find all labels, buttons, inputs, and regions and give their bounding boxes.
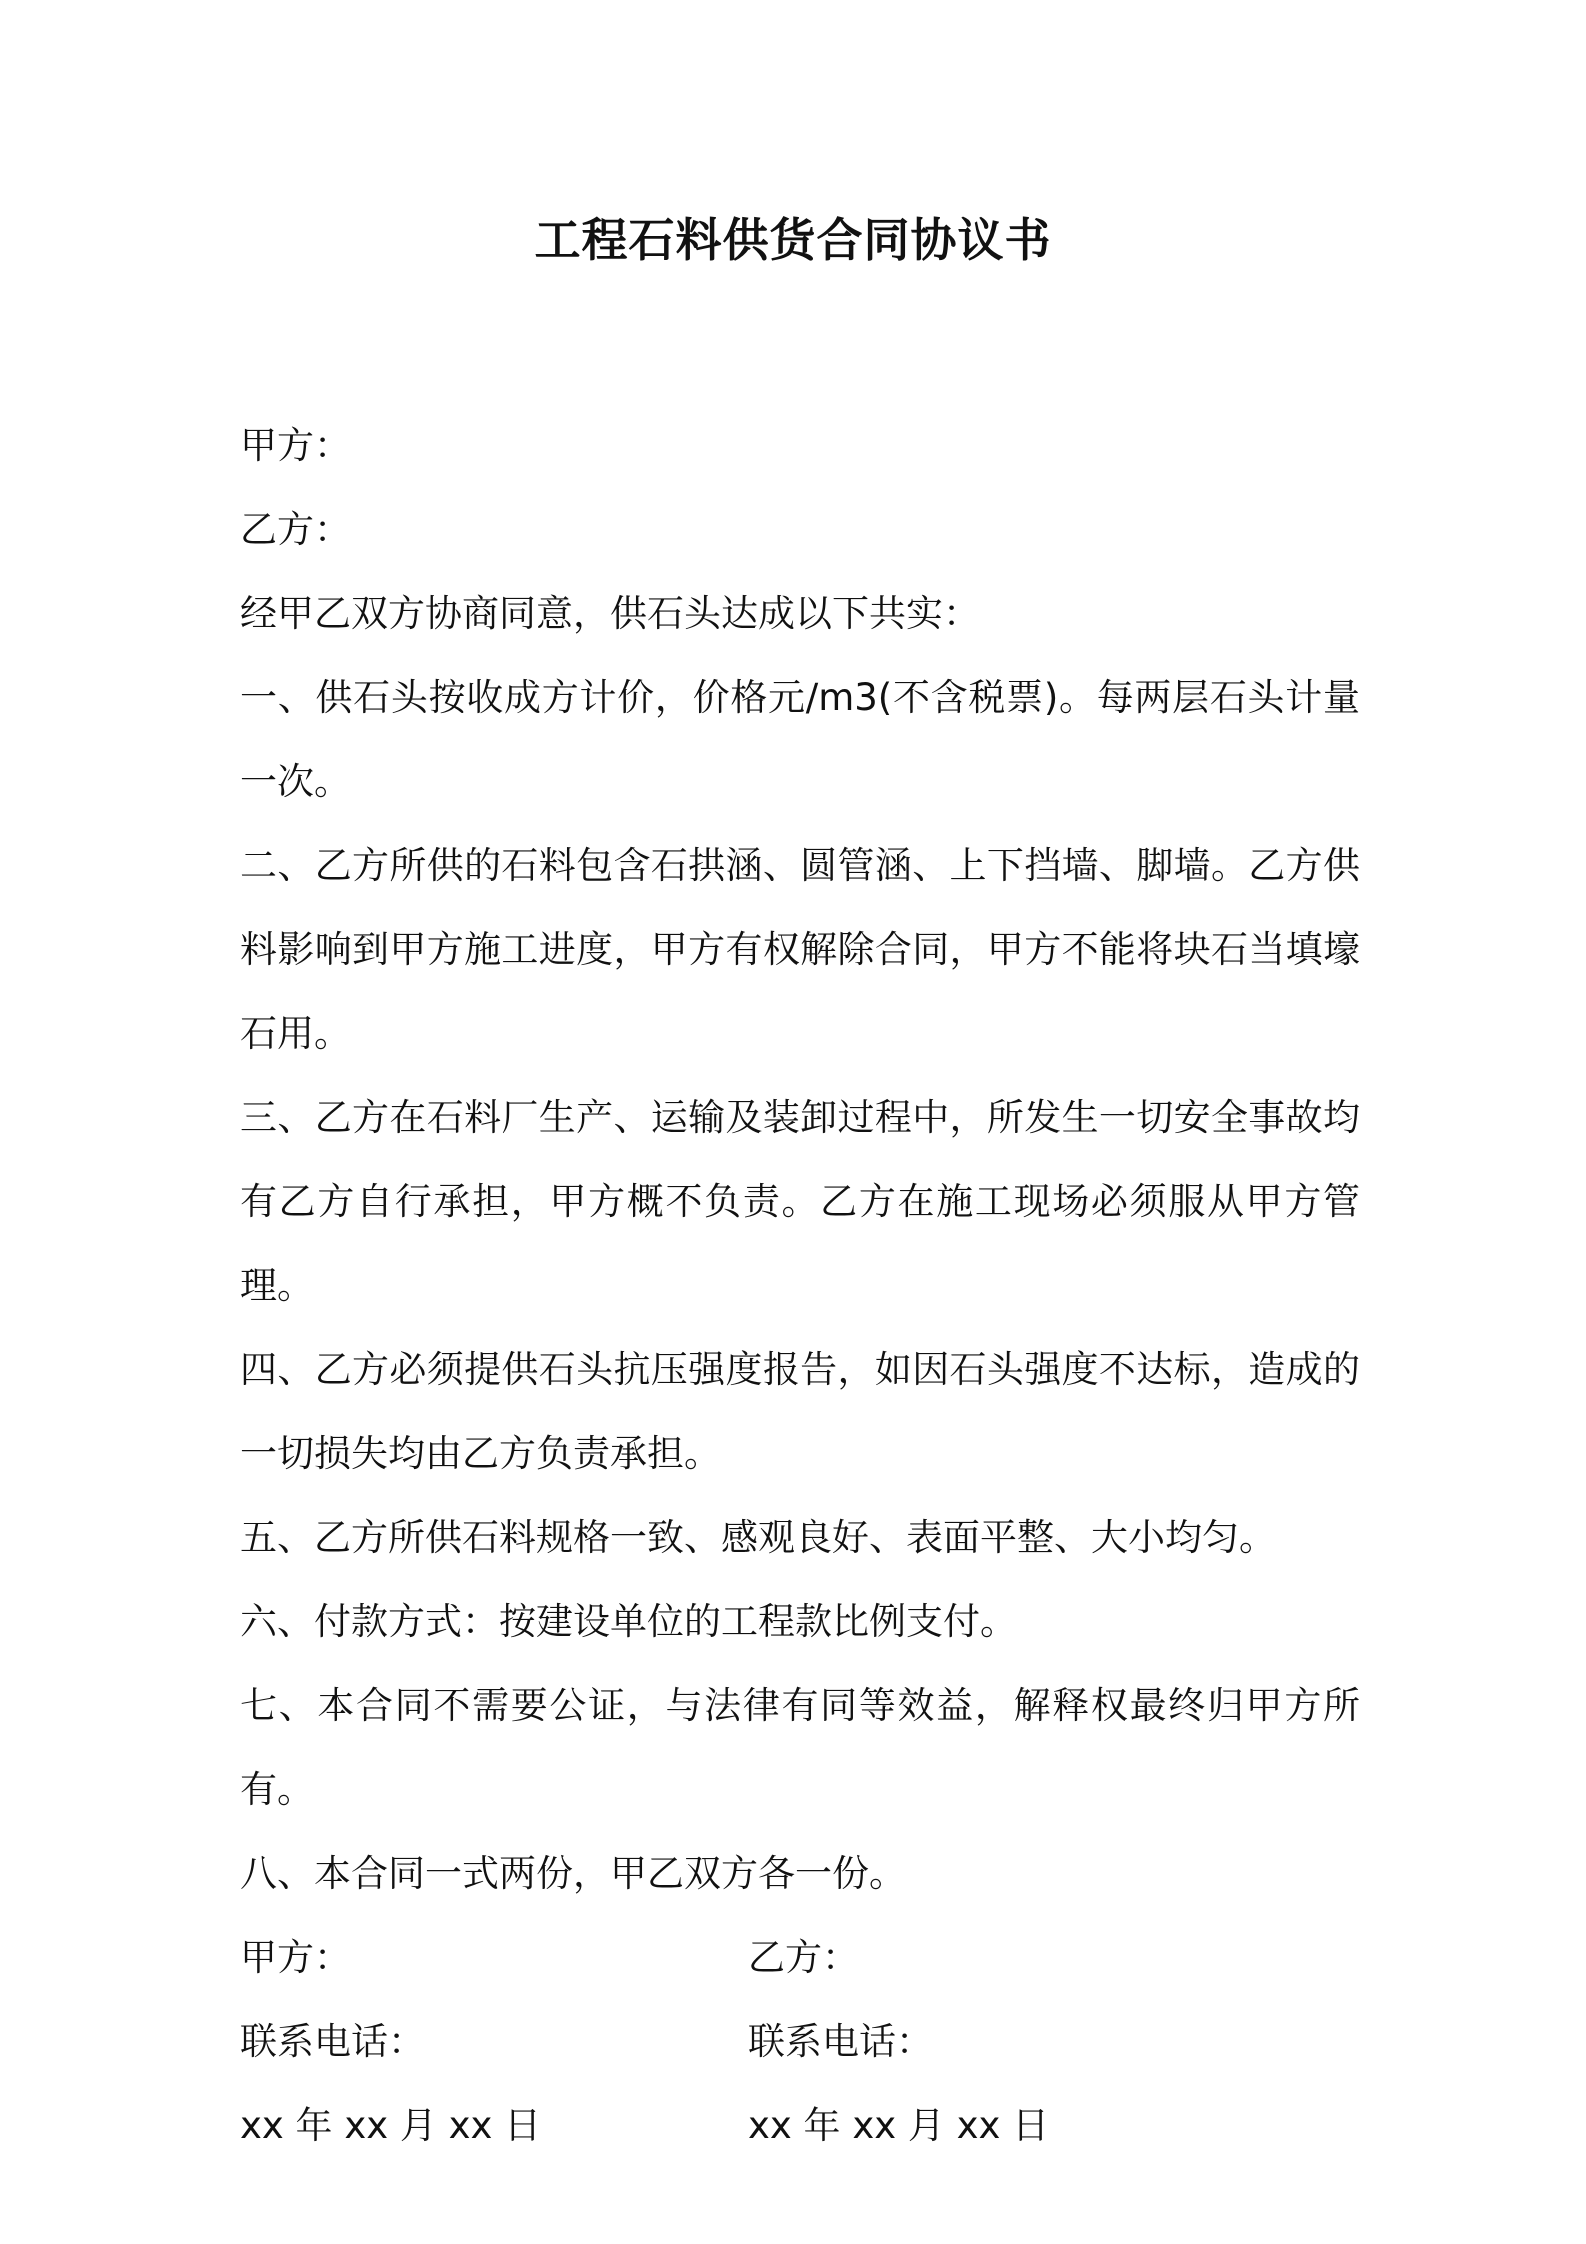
party-a-label: 甲方： [240, 424, 351, 467]
clause-3: 三、乙方在石料厂生产、运输及装卸过程中，所发生一切安全事故均有乙方自行承担，甲方概不负责。乙方在施工现场必须服从甲方管理。 [240, 1096, 1360, 1307]
clause-5: 五、乙方所供石料规格一致、感观良好、表面平整、大小均匀。 [240, 1516, 1276, 1559]
signature-party-row [240, 1916, 1360, 2000]
clause-6: 六、付款方式：按建设单位的工程款比例支付。 [240, 1600, 1017, 1643]
document-title: 工程石料供货合同协议书 [534, 213, 1052, 267]
clause-4: 四、乙方必须提供石头抗压强度报告，如因石头强度不达标，造成的一切损失均由乙方负责承担。 [240, 1348, 1360, 1475]
signature-date-b: xx 年 xx 月 xx 日 [748, 2104, 1050, 2147]
clause-2: 二、乙方所供的石料包含石拱涵、圆管涵、上下挡墙、脚墙。乙方供料影响到甲方施工进度，甲方有权解除合同，甲方不能将块石当填壕石用。 [240, 844, 1360, 1055]
clause-1: 一、供石头按收成方计价，价格元/m3(不含税票)。每两层石头计量一次。 [240, 676, 1360, 803]
clause-7: 七、本合同不需要公证，与法律有同等效益，解释权最终归甲方所有。 [240, 1684, 1360, 1811]
intro-text: 经甲乙双方协商同意，供石头达成以下共实： [240, 592, 980, 635]
party-b-label: 乙方： [240, 508, 351, 551]
signature-party-a: 甲方： [240, 1936, 351, 1979]
signature-phone-row [240, 2000, 1360, 2084]
signature-phone-a: 联系电话： [240, 2020, 425, 2063]
signature-date-a: xx 年 xx 月 xx 日 [240, 2104, 542, 2147]
signature-party-b: 乙方： [748, 1936, 859, 1979]
clause-8: 八、本合同一式两份，甲乙双方各一份。 [240, 1852, 906, 1895]
signature-phone-b: 联系电话： [748, 2020, 933, 2063]
signature-date-row [240, 2084, 1360, 2168]
document-body [240, 404, 1360, 2168]
